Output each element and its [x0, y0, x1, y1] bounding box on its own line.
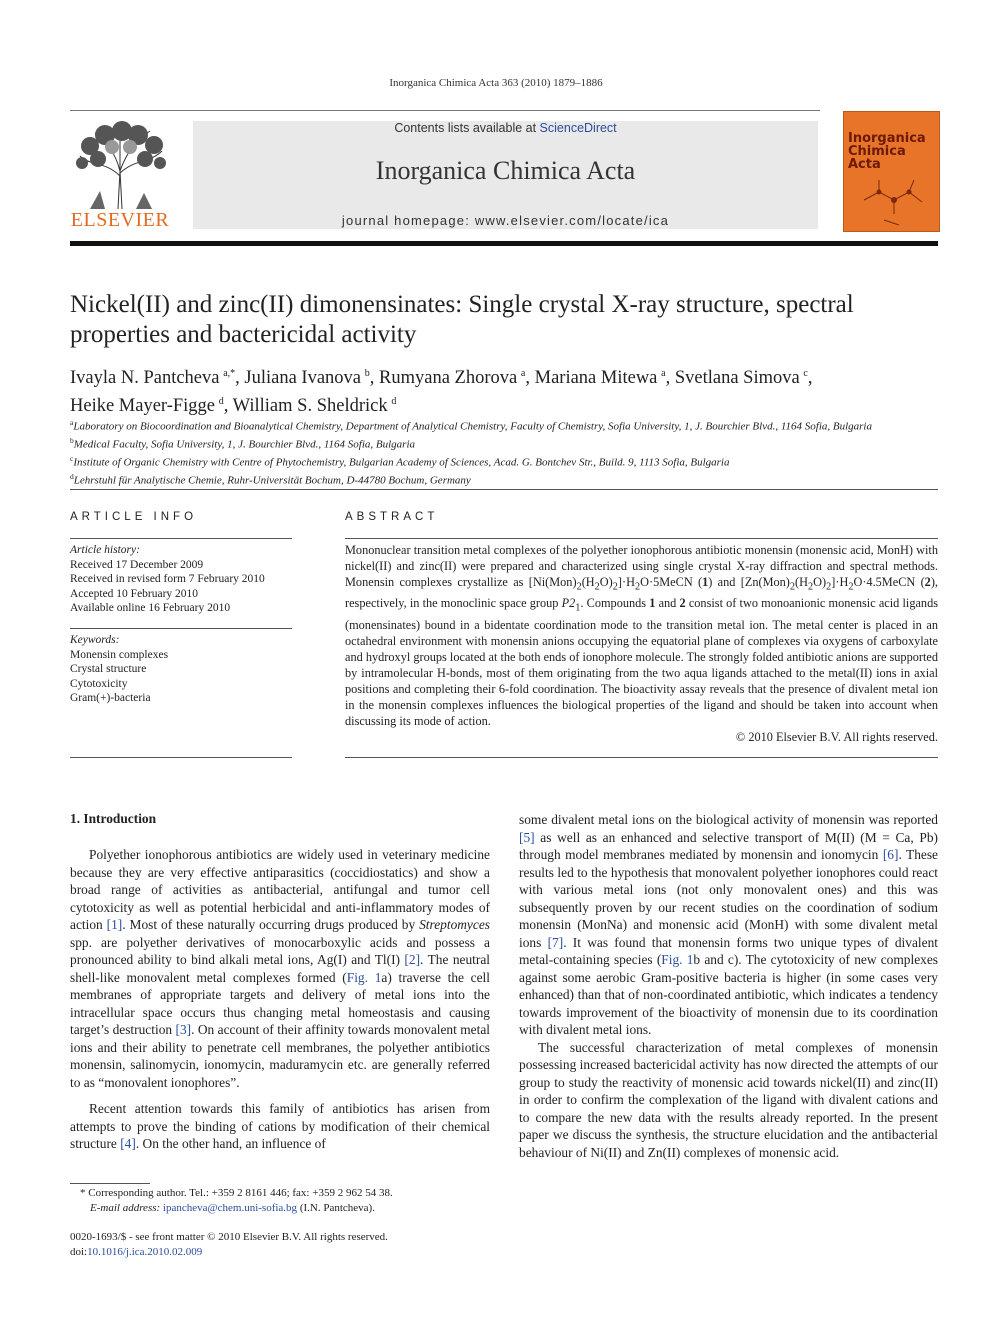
footnote-email-line: [70, 1201, 490, 1216]
affiliation-mark: a: [70, 418, 74, 427]
article-info-heading: ARTICLE INFO: [70, 511, 198, 523]
keywords: [70, 633, 292, 706]
history-item: Received in revised form 7 February 2010: [70, 573, 265, 585]
elsevier-tree-icon: [70, 121, 170, 211]
keywords-label: Keywords:: [70, 634, 120, 646]
affiliation-text: Institute of Organic Chemistry with Centre of Phytochemistry, Bulgarian Academy of Sciences, Acad. G. Bontchev Str., Build. 9, 1113 Sofia, Bulgaria: [73, 456, 730, 469]
abstract-rule: [345, 538, 938, 539]
reference-link[interactable]: [1]: [106, 917, 123, 932]
footnote-mark: *: [80, 1187, 86, 1199]
formula-segment: O): [599, 575, 613, 589]
cover-title: [848, 132, 939, 171]
keyword: Crystal structure: [70, 663, 147, 675]
article-info-rule: [70, 538, 292, 539]
text-segment: some divalent metal ions on the biological activity of monensin was reported: [519, 812, 938, 827]
author[interactable]: William S. Sheldrick: [232, 396, 388, 417]
footnote-line: [70, 1186, 490, 1201]
affiliations: [70, 416, 940, 489]
formula-segment: [Ni(Mon): [528, 575, 577, 589]
article-title-line2: properties and bactericidal activity: [70, 321, 417, 348]
affiliation: [70, 470, 940, 488]
email-label: E-mail address:: [90, 1201, 161, 1214]
header-rule: [70, 110, 820, 111]
cover-title-line2: Chimica Acta: [848, 144, 906, 172]
elsevier-wordmark: ELSEVIER: [70, 209, 170, 231]
abstract-segment: Mononuclear transition metal complexes of the polyether ionophorous antibiotic monensin (monensic acid, MonH) with nickel(II) and zinc(II) were prepared and characterized using single crystal X-ray diffraction and spectral methods. Monensin complexes crystallize as: [345, 543, 938, 589]
footnote-rule: [70, 1183, 150, 1184]
reference-link[interactable]: [7]: [547, 934, 564, 950]
text-segment: . The neutral shell-like monovalent metal complexes formed (: [70, 952, 490, 985]
text-segment: . On the other hand, an influence of: [135, 1136, 326, 1151]
author[interactable]: Svetlana Simova: [674, 368, 800, 389]
article-info-bottom-rule: [70, 757, 292, 758]
journal-cover[interactable]: [843, 111, 940, 232]
formula-segment: ]·H: [831, 575, 849, 589]
abstract-segment: consist of two monoanionic monensic acid ligands (monensinates) bound in a bidentate coordination mode to the transition metal ion. The metal center is placed in an octahedral environment with monensin anions occupying the equatorial plane of complexes via oxygens of carboxylate and hydroxyl groups located at the both ends of ionophore molecule. The strongly folded antibiotic anions are supported by intramolecular H-bonds, most of them originating from the two aqua ligands attached to the metal(II) ions in axial positions and completing their 6-fold coordination. The bioactivity assay reveals that the presence of divalent metal ion in the monensin complexes influences the biological properties of the ligand and should be taken into account when discussing its mode of action.: [345, 596, 939, 728]
affiliation-mark: d: [70, 472, 74, 482]
history-item: Received 17 December 2009: [70, 558, 204, 571]
paragraph: [519, 811, 938, 1039]
article-title-line1: Nickel(II) and zinc(II) dimonensinates: Single crystal X-ray structure, spectral: [70, 291, 854, 318]
journal-citation: Inorganica Chimica Acta 363 (2010) 1879–1886: [389, 77, 603, 89]
author-affil-mark[interactable]: c: [803, 368, 808, 379]
affiliation-text: Medical Faculty, Sofia University, 1, J. Bourchier Blvd., 1164 Sofia, Bulgaria: [73, 438, 415, 451]
keywords-rule: [70, 628, 292, 629]
elsevier-logo[interactable]: [70, 121, 170, 233]
reference-link[interactable]: [2]: [404, 952, 421, 967]
history-item: Available online 16 February 2010: [70, 602, 231, 614]
keyword: Gram(+)-bacteria: [70, 692, 151, 704]
text-segment: a) traverse the cell membranes of appropriate targets and delivery of metal ions into the intracellular space occurs thus changing metal homeostasis and causing target’s destruction: [70, 969, 490, 1037]
text-segment: . These results led to the hypothesis that monovalent polyether ionophores could react with various metal ions (not only monovalent ones) and this was subsequently proven by our recent studies on the coordination of sodium monensin (MonNa) and monensic acid (MonH) with some divalent metal ions: [519, 847, 938, 950]
author[interactable]: Juliana Ivanova: [244, 368, 362, 389]
introduction-heading: 1. Introduction: [70, 811, 157, 826]
formula-segment: (H: [795, 575, 809, 589]
author-separator: ,: [369, 368, 379, 389]
affiliation: [70, 416, 940, 434]
affiliation-mark: b: [70, 436, 74, 446]
formula-segment: (H: [581, 575, 595, 589]
text-segment: . On account of their affinity towards monovalent metal ions and their ability to penetrate cell membranes, the polyether antibiotics monensin, salinomycin, ionomycin, maduramycin etc. are generally referred to as “monovalent ionophores”.: [70, 1022, 490, 1090]
contents-prefix: Contents lists available at: [394, 121, 540, 135]
text-segment: . It was found that monensin forms two unique types of divalent metal-containing species (: [519, 934, 938, 967]
formula-segment: O): [813, 575, 827, 589]
formula-segment: O·4.5MeCN (: [853, 575, 925, 589]
email-link[interactable]: ipancheva@chem.uni-sofia.bg: [162, 1201, 298, 1214]
affiliation: [70, 434, 940, 452]
formula-segment: [Zn(Mon): [740, 575, 790, 589]
contents-line: [193, 121, 818, 135]
footnote-text: Corresponding author. Tel.: +359 2 8161 446; fax: +359 2 962 54 38.: [85, 1187, 393, 1199]
author-list: [70, 362, 930, 418]
front-matter-info: [70, 1230, 490, 1259]
sciencedirect-link[interactable]: ScienceDirect: [539, 121, 617, 135]
author-separator: ,: [223, 396, 233, 417]
formula-segment: O·5MeCN (: [640, 575, 703, 589]
abstract-segment: . Compounds: [580, 596, 650, 611]
section-rule: [70, 489, 938, 490]
author[interactable]: Ivayla N. Pantcheva: [70, 368, 220, 389]
text-segment: Recent attention towards this family of antibiotics has arisen from attempts to prove the binding of cations by modification of their chemical structure: [70, 1101, 490, 1151]
author-separator: ,: [807, 368, 813, 389]
history-item: Accepted 10 February 2010: [70, 587, 199, 600]
cover-title-line1: Inorganica: [848, 131, 926, 146]
formula-segment: ]·H: [617, 575, 635, 589]
cover-molecule-icon: [844, 170, 939, 230]
affiliation-text: Lehrstuhl für Analytische Chemie, Ruhr-Universität Bochum, D-44780 Bochum, Germany: [73, 475, 471, 488]
author[interactable]: Heike Mayer-Figge: [70, 396, 216, 417]
paragraph: [70, 846, 490, 1091]
keyword: Cytotoxicity: [70, 677, 128, 690]
author-affil-mark[interactable]: a: [520, 368, 526, 379]
abstract-segment: ) and: [708, 575, 741, 589]
doi-link[interactable]: 10.1016/j.ica.2010.02.009: [87, 1245, 203, 1258]
text-segment: . Most of these naturally occurring drugs produced by: [122, 917, 420, 932]
space-group-subscript: 1: [575, 602, 581, 614]
article-title: [70, 290, 930, 350]
abstract-segment: ), respectively, in the monoclinic space group: [345, 575, 938, 611]
author-separator: ,: [235, 368, 245, 389]
article-history-label: Article history:: [70, 544, 140, 556]
compound-number: 1: [649, 596, 656, 611]
compound-number: 2: [679, 596, 686, 611]
author[interactable]: Mariana Mitewa: [534, 368, 658, 389]
reference-link[interactable]: [4]: [120, 1136, 136, 1151]
right-column: [519, 811, 938, 1161]
paragraph: The successful characterization of metal complexes of monensin possessing increased bactericidal activity has now directed the attempts of our group to study the reactivity of monensic acid towards nickel(II) and zinc(II) in order to confirm the complexation of the ligand with divalent cations and to compare the new data with the results already reported. In the present paper we discuss the synthesis, the structure elucidation and the antibacterial behaviour of Ni(II) and Zn(II) complexes of monensic acid.: [519, 1039, 938, 1160]
author-separator: ,: [665, 368, 675, 389]
affiliation: [70, 452, 940, 470]
author-affil-mark[interactable]: d: [218, 396, 224, 408]
text-segment: as well as an enhanced and selective transport of M(II) (M = Ca, Pb) through model membranes mediated by monensin and ionomycin: [519, 829, 938, 862]
left-column: [70, 846, 490, 1153]
author-affil-mark[interactable]: b: [364, 368, 370, 379]
author-affil-mark[interactable]: a,*: [223, 368, 236, 379]
genus-name: Streptomyces: [419, 917, 490, 932]
text-segment: b and c). The cytotoxicity of new complexes against some aerobic Gram-positive bacteria is higher (in some cases very enhanced) than that of non-coordinated antibiotic, which indicates a tendency towards improvement of the bioactivity of monensin due to its coordination with divalent metal ions.: [519, 952, 938, 1037]
article-history: [70, 543, 292, 616]
corresponding-author-footnote: [70, 1186, 490, 1215]
author-affil-mark[interactable]: d: [391, 396, 397, 408]
author[interactable]: Rumyana Zhorova: [379, 368, 518, 389]
compound-number: 2: [924, 575, 931, 589]
paragraph: [70, 1100, 490, 1153]
author-separator: ,: [525, 368, 535, 389]
keyword: Monensin complexes: [70, 648, 169, 661]
abstract-copyright: © 2010 Elsevier B.V. All rights reserved.: [735, 729, 938, 744]
space-group: P2: [561, 596, 576, 611]
abstract-bottom-rule: [345, 757, 938, 758]
issn-line: 0020-1693/$ - see front matter © 2010 Elsevier B.V. All rights reserved.: [70, 1231, 388, 1243]
author-affil-mark[interactable]: a: [661, 368, 666, 379]
email-owner: (I.N. Pantcheva).: [297, 1201, 375, 1214]
figure-link[interactable]: Fig. 1: [661, 952, 694, 967]
compound-number: 1: [702, 575, 709, 589]
abstract-text: Mononuclear transition metal complexes of the polyether ionophorous antibiotic monensin (monensic acid, MonH) with nickel(II) and zinc(II) were prepared and characterized using single crystal X-ray diffraction and spectral methods. Monensin complexes crystallize as $[Ni(Mon)_2(H_2O)_2]\cdot H_2O\cdot 5MeCN$ (1) and $[Zn(Mon)_2(H_2O)_2]\cdot H_2O\cdot 4.5MeCN$ (2), respectively, in the monoclinic space group $P2_1$. Compounds 1 and 2 consist of two monoanionic monensic acid ligands (monensinates) bound in a bidentate coordination mode to the transition metal ion. The metal center is placed in an octahedral environment with monensin anions occupying the equatorial plane of complexes via oxygens of carboxylate and hydroxyl groups located at the both ends of ionophore molecule. The strongly folded antibiotic anions are supported by intramolecular H-bonds, most of them originating from the two aqua ligands attached to the metal(II) ions in axial positions and completing their 6-fold coordination. The bioactivity assay reveals that the presence of divalent metal ion in the monensin complexes influences the biological properties of the ligand and should be taken into account when discussing its mode of action. © 2010 Elsevier B.V. All rights reserved.: [345, 543, 939, 744]
reference-link[interactable]: [3]: [175, 1022, 192, 1037]
doi-line: [70, 1245, 490, 1260]
doi-label: doi:: [70, 1245, 88, 1258]
reference-link[interactable]: [6]: [882, 847, 899, 862]
affiliation-text: Laboratory on Biocoordination and Bioanalytical Chemistry, Department of Analytical Chemistry, Faculty of Chemistry, Sofia University, 1, J. Bourchier Blvd., 1164 Sofia, Bulgaria: [73, 420, 872, 433]
affiliation-mark: c: [70, 454, 74, 464]
abstract-segment: and: [655, 596, 680, 611]
figure-link[interactable]: Fig. 1: [346, 969, 382, 985]
journal-title: Inorganica Chimica Acta: [375, 156, 636, 185]
journal-homepage[interactable]: journal homepage: www.elsevier.com/locate/ica: [341, 213, 670, 228]
abstract-heading: ABSTRACT: [345, 511, 439, 523]
text-segment: Polyether ionophorous antibiotics are widely used in veterinary medicine because they are very effective antiparasitics (coccidiostatics) and show a broad range of activities as antibacterial, antifungal and tumor cell cytotoxicity as well as potential herbicidal and anti-inflammatory modes of action: [70, 847, 490, 932]
header-thick-rule: [70, 241, 938, 246]
reference-link[interactable]: [5]: [519, 829, 535, 845]
text-segment: spp. are polyether derivatives of monocarboxylic acids and possess a pronounced ability to bind alkali metal ions, Ag(I) and Tl(I): [70, 934, 490, 967]
